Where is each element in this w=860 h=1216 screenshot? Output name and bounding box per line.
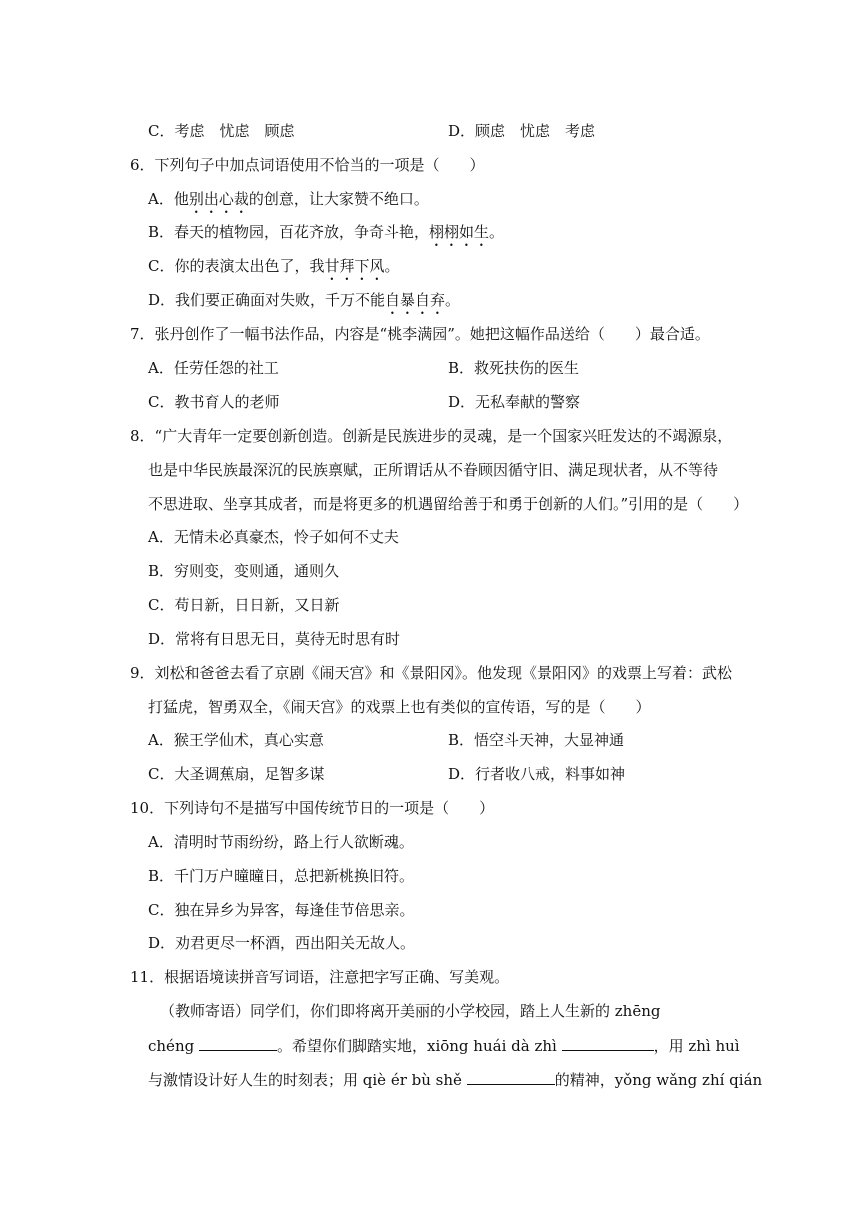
q6-d-text-end: 。 bbox=[445, 291, 461, 309]
q6-a-text-end: 的创意，让大家赞不绝口。 bbox=[248, 190, 429, 208]
q8-option-a: A．无情未必真豪杰，怜子如何不丈夫 bbox=[148, 528, 399, 546]
q6-b-text-end: 。 bbox=[489, 223, 505, 241]
q8-option-d: D．常将有日思无日，莫待无时思有时 bbox=[148, 630, 401, 648]
q7-stem: 7．张丹创作了一幅书法作品，内容是“桃李满园”。她把这幅作品送给（ ）最合适。 bbox=[130, 325, 710, 343]
q10-option-c: C．独在异乡为异客，每逢佳节倍思亲。 bbox=[148, 901, 415, 919]
q6-b-dotted-word: 栩栩如生 bbox=[429, 223, 490, 241]
q6-option-a bbox=[148, 188, 429, 217]
q9-stem-line-1: 9．刘松和爸爸去看了京剧《闹天宫》和《景阳冈》。他发现《景阳冈》的戏票上写着：武松 bbox=[130, 664, 733, 682]
q11-paragraph-line-2 bbox=[148, 1034, 740, 1057]
q8-stem-line-3: 不思进取、坐享其成者，而是将更多的机遇留给善于和勇于创新的人们。”引用的是（ ） bbox=[148, 495, 749, 513]
q8-option-c: C．苟日新，日日新，又日新 bbox=[148, 596, 340, 614]
q7-option-b: B．救死扶伤的医生 bbox=[448, 359, 580, 377]
q7-option-c: C．教书育人的老师 bbox=[148, 393, 280, 411]
q6-c-dotted-word: 甘拜下风 bbox=[324, 257, 385, 275]
q10-stem: 10．下列诗句不是描写中国传统节日的一项是（ ） bbox=[130, 799, 495, 817]
q11-pinyin-zhengcheng-end: chéng bbox=[148, 1037, 195, 1055]
q7-option-d: D．无私奉献的警察 bbox=[448, 393, 581, 411]
q11-paragraph-line-3 bbox=[148, 1068, 763, 1091]
q11-stem: 11．根据语境读拼音写词语，注意把字写正确、写美观。 bbox=[130, 968, 510, 986]
q5-option-d: D．顾虑 忧虑 考虑 bbox=[448, 122, 596, 140]
q8-stem-line-1: 8．“广大青年一定要创新创造。创新是民族进步的灵魂，是一个国家兴旺发达的不竭源泉， bbox=[130, 427, 733, 445]
q11-paragraph-line-1: （教师寄语）同学们，你们即将离开美丽的小学校园，踏上人生新的 zhēng bbox=[160, 1002, 661, 1020]
q9-option-b: B．悟空斗天神，大显神通 bbox=[448, 731, 625, 749]
q6-option-d bbox=[148, 289, 460, 318]
q10-option-d: D．劝君更尽一杯酒，西出阳关无故人。 bbox=[148, 934, 416, 952]
q7-option-a: A．任劳任怨的社工 bbox=[148, 359, 279, 377]
q10-option-a: A．清明时节雨纷纷，路上行人欲断魂。 bbox=[148, 833, 414, 851]
q9-option-d: D．行者收八戒，料事如神 bbox=[448, 765, 626, 783]
q11-text-segment: 。希望你们脚踏实地，xiōng huái dà zhì bbox=[276, 1037, 557, 1055]
answer-blank-3[interactable] bbox=[467, 1068, 555, 1085]
q9-stem-line-2: 打猛虎，智勇双全，《闹天宫》的戏票上也有类似的宣传语，写的是（ ） bbox=[148, 698, 651, 716]
q9-option-c: C．大圣调蕉扇，足智多谋 bbox=[148, 765, 325, 783]
q8-stem-line-2: 也是中华民族最深沉的民族禀赋，正所谓话从不眷顾因循守旧、满足现状者，从不等待 bbox=[148, 461, 719, 479]
answer-blank-2[interactable] bbox=[562, 1034, 654, 1051]
q6-a-dotted-word: 别出心裁 bbox=[188, 190, 249, 208]
q6-d-text: D．我们要正确面对失败，千万不能 bbox=[148, 291, 386, 309]
q6-d-dotted-word: 自暴自弃 bbox=[385, 291, 446, 309]
q5-option-c: C．考虑 忧虑 顾虑 bbox=[148, 122, 295, 140]
q10-option-b: B．千门万户曈曈日，总把新桃换旧符。 bbox=[148, 867, 415, 885]
answer-blank-1[interactable] bbox=[199, 1034, 277, 1051]
q6-c-text-end: 。 bbox=[384, 257, 400, 275]
q6-option-b bbox=[148, 221, 504, 250]
q6-b-text: B．春天的植物园，百花齐放，争奇斗艳， bbox=[148, 223, 430, 241]
q6-c-text: C．你的表演太出色了，我 bbox=[148, 257, 325, 275]
q6-a-text: A．他 bbox=[148, 190, 189, 208]
q6-stem: 6．下列句子中加点词语使用不恰当的一项是（ ） bbox=[130, 156, 485, 174]
q6-option-c bbox=[148, 255, 400, 284]
q9-option-a: A．猴王学仙术，真心实意 bbox=[148, 731, 324, 749]
q11-text-segment-2: ，用 zhì huì bbox=[653, 1037, 740, 1055]
q11-text-segment-3: 与激情设计好人生的时刻表；用 qiè ér bù shě bbox=[148, 1071, 462, 1089]
q11-text-segment-4: 的精神，yǒng wǎng zhí qián bbox=[554, 1071, 763, 1089]
q8-option-b: B．穷则变，变则通，通则久 bbox=[148, 562, 340, 580]
